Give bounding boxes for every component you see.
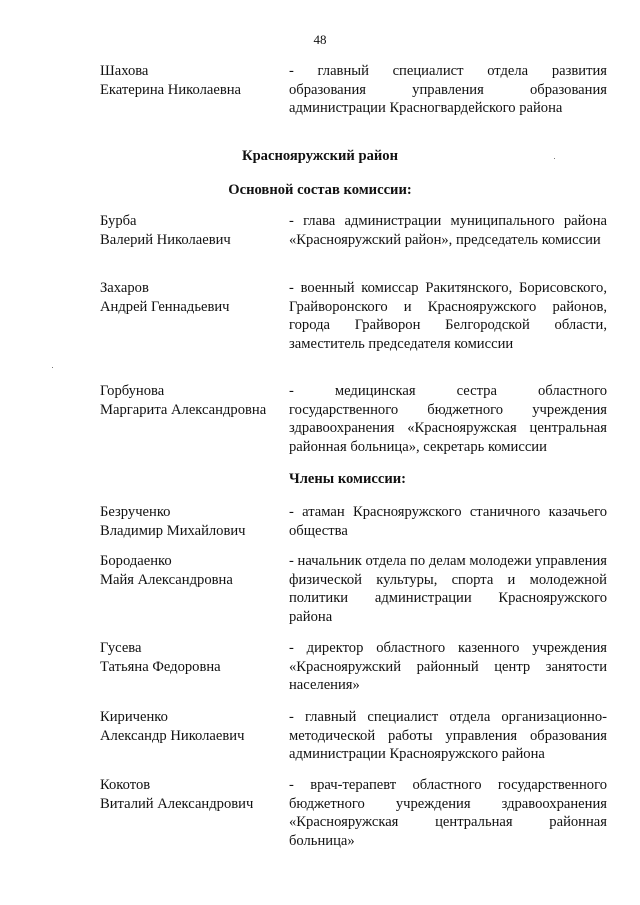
person-role: - врач-терапевт областного государственного бюджетного учреждения здравоохранения «Краснояружская центральная районная больница»: [289, 777, 607, 849]
given-names: Владимир Михайлович: [100, 522, 246, 539]
given-names: Маргарита Александровна: [100, 401, 267, 418]
surname: Горбунова: [100, 383, 165, 399]
surname: Бородаенко: [100, 553, 172, 569]
person-role: - начальник отдела по делам молодежи управления физической культуры, спорта и молодежной политики администрации Краснояружского района: [289, 553, 607, 625]
members-heading: Члены комиссии:: [289, 471, 407, 487]
given-names: Екатерина Николаевна: [100, 81, 241, 98]
person-name: [100, 62, 280, 99]
person-name: [100, 776, 280, 813]
person-role: - военный комиссар Ракитянского, Борисовского, Грайворонского и Краснояружского районов, города Грайворон Белгородской области, заместитель председателя комиссии: [289, 280, 607, 352]
given-names: Валерий Николаевич: [100, 231, 231, 248]
given-names: Виталий Александрович: [100, 795, 254, 812]
surname: Захаров: [100, 280, 149, 296]
given-names: Майя Александровна: [100, 571, 233, 588]
person-role: - главный специалист отдела развития образования управления образования администрации Красногвардейского района: [289, 63, 607, 117]
main-composition-heading: Основной состав комиссии:: [228, 182, 412, 198]
surname: Шахова: [100, 63, 149, 79]
surname: Кириченко: [100, 709, 168, 725]
given-names: Александр Николаевич: [100, 727, 245, 744]
given-names: Андрей Геннадьевич: [100, 298, 230, 315]
given-names: Татьяна Федоровна: [100, 658, 221, 675]
scan-speck: [52, 367, 53, 368]
person-name: [100, 552, 280, 589]
surname: Бурба: [100, 213, 137, 229]
person-name: [100, 279, 280, 316]
person-name: [100, 212, 280, 249]
person-name: [100, 382, 280, 419]
surname: Гусева: [100, 640, 142, 656]
person-role: - атаман Краснояружского станичного казачьего общества: [289, 504, 607, 539]
person-role: - директор областного казенного учреждения «Краснояружский районный центр занятости населения»: [289, 640, 607, 694]
person-name: [100, 639, 280, 676]
person-role: - глава администрации муниципального района «Краснояружский район», председатель комиссии: [289, 213, 607, 248]
district-title: Краснояружский район: [241, 148, 399, 164]
surname: Кокотов: [100, 777, 151, 793]
person-name: [100, 503, 280, 540]
person-name: [100, 708, 280, 745]
person-role: - главный специалист отдела организационно-методической работы управления образования администрации Краснояружского района: [289, 709, 607, 763]
person-role: - медицинская сестра областного государственного бюджетного учреждения здравоохранения «Краснояружская центральная районная больница», секретарь комиссии: [289, 383, 607, 455]
scan-speck: [554, 158, 555, 159]
page-number: 48: [313, 32, 327, 47]
surname: Безрученко: [100, 504, 171, 520]
